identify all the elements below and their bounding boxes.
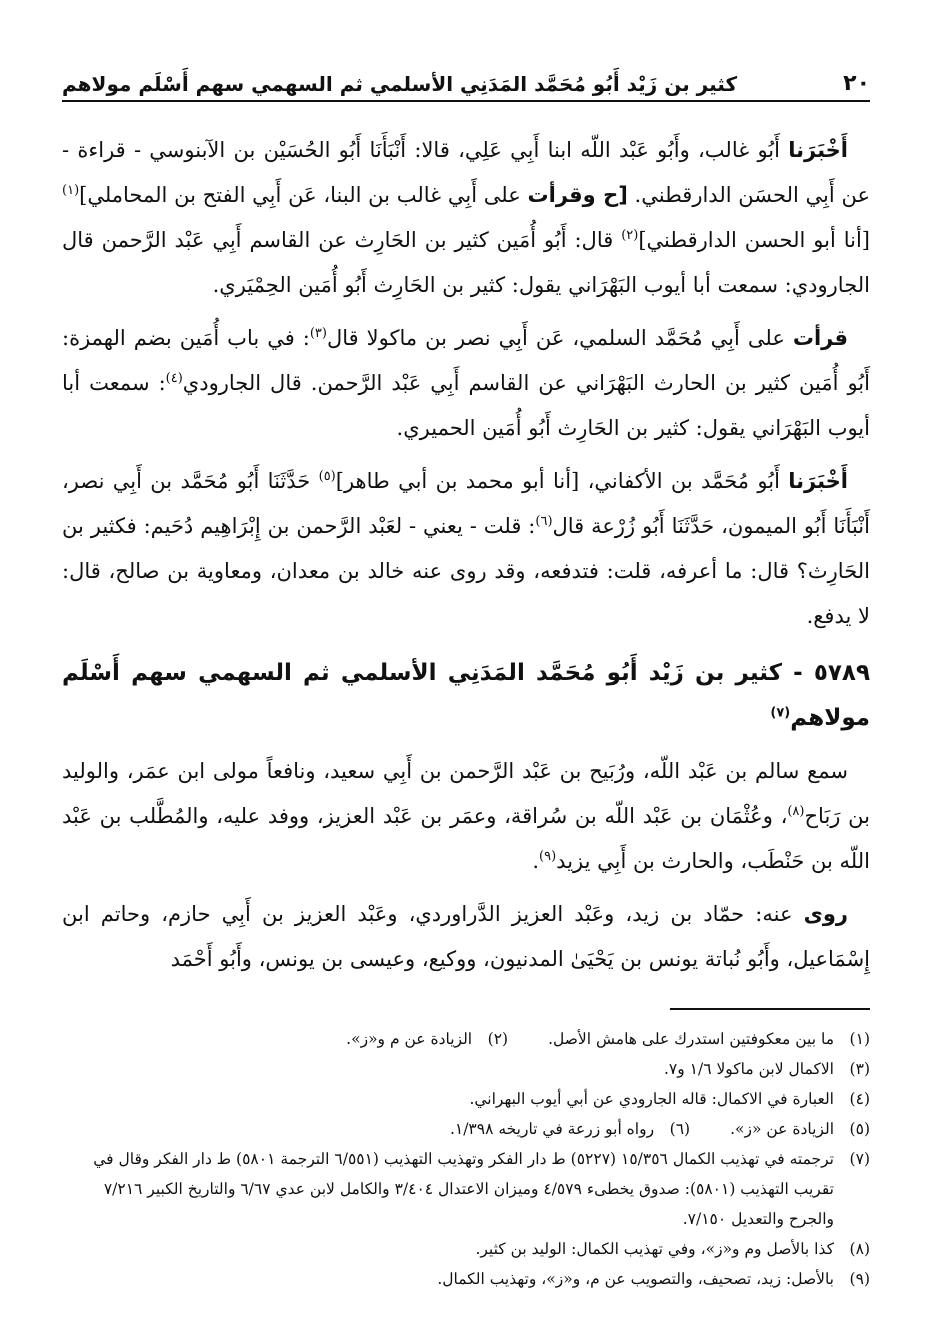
paragraph-lead: روى <box>803 902 848 926</box>
footnote <box>450 1114 690 1144</box>
footnote-ref: (٤) <box>165 371 183 386</box>
paragraph-lead: أَخْبَرَنا <box>788 138 848 162</box>
paragraph <box>62 459 870 639</box>
footnote-text: كذا بالأصل وم و«ز»، وفي تهذيب الكمال: الوليد بن كثير. <box>475 1240 834 1258</box>
paragraph-group <box>62 128 870 639</box>
footnote-ref: (١) <box>62 183 80 198</box>
paragraph-text: على أَبِي مُحَمَّد السلمي، عَن أَبِي نصر بن ماكولا قال <box>326 326 793 350</box>
footnote-text: بالأصل: زيد، تصحيف، والتصويب عن م، و«ز»، وتهذيب الكمال. <box>437 1270 834 1288</box>
footnote-number: (٢) <box>487 1030 509 1048</box>
paragraph-group <box>62 749 870 982</box>
footnote-text: الزيادة عن م و«ز». <box>346 1030 473 1048</box>
footnote-divider <box>670 1008 870 1010</box>
footnote-text: ترجمته في تهذيب الكمال ١٥/٣٥٦ (٥٢٢٧) ط دار الفكر وتهذيب التهذيب (٦/٥٥١ الترجمة ٥٨٠١) ط دار الفكر وقال في تقريب التهذيب (٥٨٠١): صدوق يخطىء ٤/٥٧٩ وميزان الاعتدال ٣/٤٠٤ والكامل لابن عدي ٦/٦٧ والتاريخ الكبير ٧/٢١٦ والجرح والتعديل ٧/١٥٠. <box>93 1150 834 1228</box>
footnote <box>62 1264 870 1294</box>
footnote-ref: (٢) <box>621 228 639 243</box>
footnote-text: ما بين معكوفتين استدرك على هامش الأصل. <box>548 1030 834 1048</box>
entry-title-text: ٥٧٨٩ - كثير بن زَيْد أَبُو مُحَمَّد المَدَنِي الأسلمي ثم السهمي سهم أَسْلَم مولاهم <box>62 660 870 731</box>
main-text <box>62 128 870 982</box>
paragraph-text: حَدَّثَنَا أَبُو مُحَمَّد بن أَبِي نصر، أَنْبَأَنَا أَبُو الميمون، حَدَّثَنَا أَبُو زُرْعة قال <box>62 469 870 538</box>
footnote-text: العبارة في الاكمال: قاله الجارودي عن أبي أيوب البهراني. <box>469 1090 834 1108</box>
paragraph-lead: قرأت <box>792 326 848 350</box>
footnote <box>730 1114 870 1144</box>
footnote-pair <box>62 1114 870 1144</box>
footnote <box>62 1234 870 1264</box>
footnote-ref: (٦) <box>535 514 553 529</box>
entry-title <box>62 651 870 741</box>
paragraph-text: عنه: حمّاد بن زيد، وعَبْد العزيز الدَّراوردي، وعَبْد العزيز بن أَبِي حازم، وحاتم ابن إِسْمَاعيل، وأَبُو نُباتة يونس بن يَحْيَىٰ المدنيون، ووكيع، وعيسى بن يونس، وأَبُو أَحْمَد <box>62 902 870 971</box>
footnote-ref: (٨) <box>787 804 805 819</box>
footnote-number: (٣) <box>849 1060 870 1078</box>
footnote-ref: (٥) <box>318 469 336 484</box>
footnote <box>62 1054 870 1084</box>
paragraph <box>62 316 870 451</box>
footnote <box>548 1024 870 1054</box>
footnote-number: (٧) <box>849 1150 870 1168</box>
paragraph-text: ، وعُثْمَان بن عَبْد اللّه بن سُراقة، وعمَر بن عَبْد العزيز، ووفد عليه، والمُطَّلب بن عَبْد اللّه بن حَنْطَب، والحارث بن أَبِي يزيد <box>62 804 870 873</box>
page <box>62 52 870 1294</box>
footnote-ref: (٧) <box>770 705 791 721</box>
running-title: كثير بن زَيْد أَبُو مُحَمَّد المَدَنِي الأسلمي ثم السهمي سهم أَسْلَم مولاهم <box>62 72 738 96</box>
footnote-text: الاكمال لابن ماكولا ١/٦ و٧. <box>663 1060 834 1078</box>
footnote <box>62 1084 870 1114</box>
paragraph <box>62 749 870 884</box>
footnote-number: (٩) <box>849 1270 870 1288</box>
page-header <box>62 52 870 102</box>
footnote <box>346 1024 508 1054</box>
footnote-number: (٦) <box>669 1120 691 1138</box>
footnote <box>62 1144 870 1234</box>
paragraph-text: أَبُو مُحَمَّد بن الأكفاني، [أنا أبو محمد بن أبي طاهر] <box>335 469 789 493</box>
footnote-pair <box>62 1024 870 1054</box>
paragraph <box>62 128 870 308</box>
paragraph-text: : في باب أُمَين بضم الهمزة: أَبُو أُمَين كثير بن الحارث البَهْرَاني عن القاسم أَبِي عَبْد الرَّحمن. قال الجارودي <box>62 326 870 395</box>
paragraph-text: أَبُو غالب، وأَبُو عَبْد اللّه ابنا أَبِي عَلِي، قالا: أَنْبَأَنَا أَبُو الحُسَيْن بن الآبنوسي - قراءة - عن أَبِي الحسَن الدارقطني. <box>62 138 870 207</box>
footnote-number: (٨) <box>849 1240 870 1258</box>
paragraph-text: [أنا أبو الحسن الدارقطني] <box>638 228 870 252</box>
paragraph <box>62 892 870 982</box>
footnotes <box>62 1024 870 1294</box>
paragraph-text: : سمعت أبا أيوب البَهْرَاني يقول: كثير بن الحَارِث أَبُو أُمَين الحميري. <box>62 371 870 440</box>
footnote-text: رواه أبو زرعة في تاريخه ١/٣٩٨. <box>449 1120 655 1138</box>
footnote-text: الزيادة عن «ز». <box>730 1120 834 1138</box>
paragraph-text: على أَبِي غالب بن البنا، عَن أَبِي الفتح بن المحاملي] <box>79 183 528 207</box>
footnote-number: (١) <box>849 1030 870 1048</box>
paragraph-text: قال: أَبُو أُمَين كثير بن الحَارِث عن القاسم أَبِي عَبْد الرَّحمن قال الجارودي: سمعت أبا أيوب البَهْرَاني يقول: كثير بن الحَارِث أَبُو أُمَين الحِمْيَري. <box>62 228 870 297</box>
footnote-number: (٤) <box>849 1090 870 1108</box>
paragraph-text: سمع سالم بن عَبْد اللّه، ورُبَيح بن عَبْد الرَّحمن بن أَبِي سعيد، ونافعاً مولى ابن عمَر، والوليد بن رَبَاح <box>62 759 870 828</box>
footnote-number: (٥) <box>849 1120 870 1138</box>
paragraph-text: . <box>532 849 540 873</box>
paragraph-text: [ح وقرأت <box>527 183 628 207</box>
footnote-ref: (٣) <box>309 326 327 341</box>
paragraph-lead: أَخْبَرَنا <box>788 469 848 493</box>
footnote-ref: (٩) <box>539 849 557 864</box>
paragraph-text: : قلت - يعني - لعَبْد الرَّحمن بن إِبْرَاهِيم دُحَيم: فكثير بن الحَارِث؟ قال: ما أعرفه، قلت: فتدفعه، وقد روى عنه خالد بن معدان، ومعاوية بن صالح، قال: لا يدفع. <box>62 514 870 628</box>
page-number: ٢٠ <box>843 71 870 96</box>
